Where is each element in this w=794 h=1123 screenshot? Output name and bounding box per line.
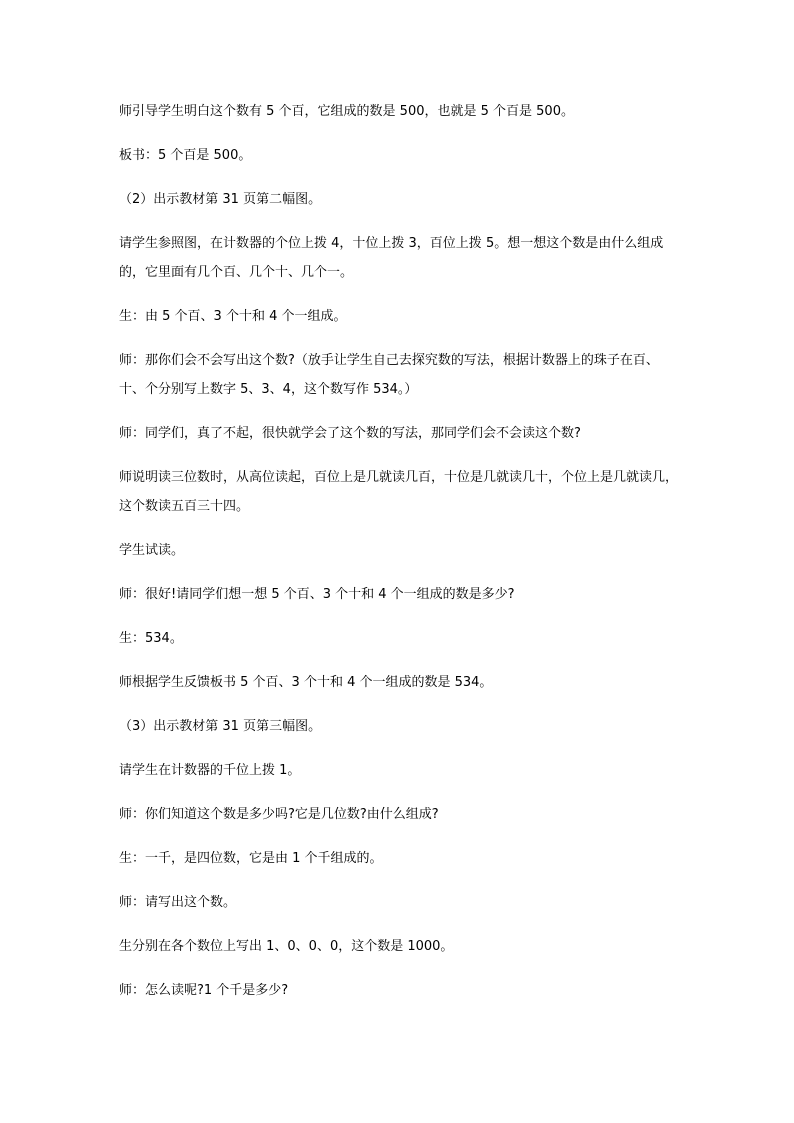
paragraph: 师说明读三位数时，从高位读起，百位上是几就读几百，十位是几就读几十，个位上是几就读几，这个数读五百三十四。 xyxy=(119,470,679,514)
paragraph: 生：一千，是四位数，它是由 1 个千组成的。 xyxy=(119,851,383,866)
paragraph: 师：那你们会不会写出这个数?（放手让学生自己去探究数的写法，根据计数器上的珠子在百、十、个分别写上数字 5、3、4，这个数写作 534。） xyxy=(119,353,659,397)
paragraph: 师：怎么读呢?1 个千是多少? xyxy=(119,983,289,998)
document-body xyxy=(119,97,679,1020)
paragraph: （2）出示教材第 31 页第二幅图。 xyxy=(119,192,322,207)
paragraph: 生：由 5 个百、3 个十和 4 个一组成。 xyxy=(119,309,347,324)
paragraph: 师：很好!请同学们想一想 5 个百、3 个十和 4 个一组成的数是多少? xyxy=(119,587,515,602)
paragraph: 师：同学们，真了不起，很快就学会了这个数的写法，那同学们会不会读这个数? xyxy=(119,426,581,441)
paragraph: 请学生在计数器的千位上拨 1。 xyxy=(119,763,301,778)
paragraph: （3）出示教材第 31 页第三幅图。 xyxy=(119,719,322,734)
paragraph: 请学生参照图，在计数器的个位上拨 4，十位上拨 3，百位上拨 5。想一想这个数是由什么组成的，它里面有几个百、几个十、几个一。 xyxy=(119,236,664,280)
paragraph: 生分别在各个数位上写出 1、0、0、0，这个数是 1000。 xyxy=(119,939,454,954)
paragraph: 师：你们知道这个数是多少吗?它是几位数?由什么组成? xyxy=(119,807,439,822)
paragraph: 师：请写出这个数。 xyxy=(119,895,237,910)
paragraph: 师引导学生明白这个数有 5 个百，它组成的数是 500，也就是 5 个百是 500。 xyxy=(119,104,574,119)
paragraph: 师根据学生反馈板书 5 个百、3 个十和 4 个一组成的数是 534。 xyxy=(119,675,493,690)
paragraph: 板书：5 个百是 500。 xyxy=(119,148,252,163)
paragraph: 生：534。 xyxy=(119,631,183,646)
paragraph: 学生试读。 xyxy=(119,543,185,558)
